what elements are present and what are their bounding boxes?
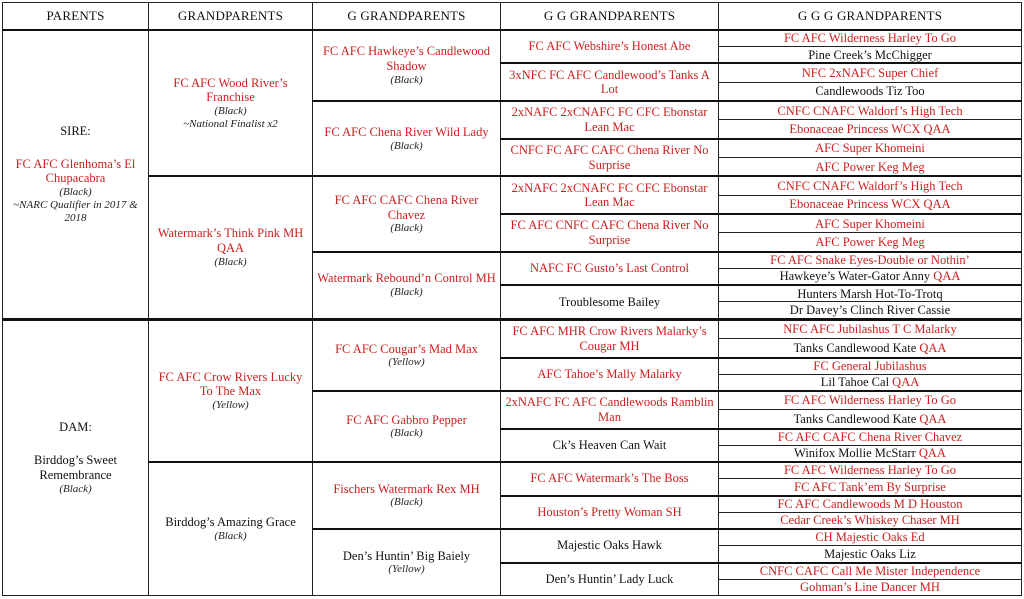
ggg-grandparent-cell: CNFC CAFC Call Me Mister Independence: [719, 563, 1022, 580]
gg-grandparent-cell: Houston’s Pretty Woman SH: [501, 496, 719, 529]
grandparent-cell: [149, 176, 313, 319]
header-ggg-grandparents: G G G GRANDPARENTS: [719, 3, 1022, 31]
header-gg-grandparents: G G GRANDPARENTS: [501, 3, 719, 31]
sire-note: ~NARC Qualifier in 2017 & 2018: [13, 199, 138, 224]
sire-color: (Black): [59, 186, 92, 199]
great-grandparent-cell: [313, 101, 501, 176]
great-grandparent-cell: [313, 176, 501, 251]
gg-grandparent-cell: Den’s Huntin’ Lady Luck: [501, 563, 719, 596]
great-grandparent-color: (Black): [390, 73, 423, 86]
ggg-name: Winifox Mollie McStarr: [794, 446, 916, 461]
ggg-name: Hawkeye’s Water-Gator Anny: [779, 269, 931, 284]
pedigree-table: [2, 2, 1022, 596]
ggg-grandparent-cell: FC AFC Candlewoods M D Houston: [719, 496, 1022, 513]
ggg-grandparent-cell: Hunters Marsh Hot-To-Trotq: [719, 285, 1022, 302]
ggg-grandparent-cell: NFC AFC Jubilashus T C Malarky: [719, 319, 1022, 338]
grandparent-color: (Black): [214, 529, 247, 542]
ggg-grandparent-cell: FC AFC Wilderness Harley To Go: [719, 462, 1022, 479]
grandparent-cell: [149, 462, 313, 595]
great-grandparent-name: FC AFC Chena River Wild Lady: [324, 124, 489, 139]
grandparent-color: (Black): [214, 105, 247, 117]
ggg-grandparent-cell: Majestic Oaks Liz: [719, 546, 1022, 563]
gg-grandparent-cell: FC AFC CNFC CAFC Chena River No Surprise: [501, 214, 719, 252]
grandparent-name: FC AFC Wood River’s Franchise: [173, 75, 288, 105]
ggg-grandparent-cell: [719, 374, 1022, 391]
gg-grandparent-cell: CNFC FC AFC CAFC Chena River No Surprise: [501, 139, 719, 177]
great-grandparent-color: (Black): [390, 286, 423, 299]
great-grandparent-name: FC AFC Gabbro Pepper: [346, 412, 467, 427]
ggg-grandparent-cell: FC AFC CAFC Chena River Chavez: [719, 429, 1022, 446]
qaa-suffix: QAA: [918, 446, 946, 461]
gg-grandparent-cell: 2xNAFC FC AFC Candlewoods Ramblin Man: [501, 391, 719, 429]
ggg-grandparent-cell: FC AFC Wilderness Harley To Go: [719, 30, 1022, 47]
gg-grandparent-cell: 3xNFC FC AFC Candlewood’s Tanks A Lot: [501, 63, 719, 101]
header-grandparents: GRANDPARENTS: [149, 3, 313, 31]
great-grandparent-color: (Black): [390, 222, 423, 235]
ggg-grandparent-cell: FC AFC Snake Eyes-Double or Nothin’: [719, 252, 1022, 269]
great-grandparent-color: (Black): [390, 139, 423, 152]
ggg-name: Tanks Candlewood Kate: [793, 340, 917, 355]
ggg-grandparent-cell: CNFC CNAFC Waldorf’s High Tech: [719, 176, 1022, 195]
grandparent-name: Watermark’s Think Pink MH QAA: [157, 226, 304, 256]
ggg-grandparent-cell: AFC Power Keg Meg: [719, 233, 1022, 252]
ggg-grandparent-cell: Dr Davey’s Clinch River Cassie: [719, 302, 1022, 319]
ggg-name: Lil Tahoe Cal: [820, 375, 890, 390]
ggg-grandparent-cell: Pine Creek’s McChigger: [719, 47, 1022, 64]
gg-grandparent-cell: Troublesome Bailey: [501, 285, 719, 319]
dam-cell: [3, 319, 149, 595]
gg-grandparent-cell: AFC Tahoe’s Mally Malarky: [501, 358, 719, 391]
great-grandparent-name: Den’s Huntin’ Big Baiely: [342, 548, 471, 563]
grandparent-color: (Yellow): [212, 399, 249, 412]
gg-grandparent-cell: FC AFC MHR Crow Rivers Malarky’s Cougar MH: [501, 319, 719, 357]
great-grandparent-color: (Black): [390, 496, 423, 509]
grandparent-cell: [149, 319, 313, 462]
ggg-grandparent-cell: [719, 339, 1022, 358]
qaa-suffix: QAA: [892, 375, 920, 390]
grandparent-color: (Black): [214, 255, 247, 268]
grandparent-cell: [149, 30, 313, 176]
ggg-grandparent-cell: AFC Power Keg Meg: [719, 158, 1022, 177]
great-grandparent-cell: [313, 391, 501, 462]
gg-grandparent-cell: 2xNAFC 2xCNAFC FC CFC Ebonstar Lean Mac: [501, 101, 719, 139]
qaa-suffix: QAA: [933, 269, 961, 284]
sire-cell: [3, 30, 149, 319]
gg-grandparent-cell: 2xNAFC 2xCNAFC FC CFC Ebonstar Lean Mac: [501, 176, 719, 214]
ggg-name: Tanks Candlewood Kate: [793, 411, 917, 426]
great-grandparent-name: Fischers Watermark Rex MH: [333, 481, 480, 496]
ggg-grandparent-cell: FC AFC Tank’em By Surprise: [719, 479, 1022, 496]
dam-label: DAM:: [59, 420, 92, 435]
great-grandparent-color: (Yellow): [388, 356, 425, 369]
grandparent-note: ~National Finalist x2: [183, 117, 278, 130]
ggg-grandparent-cell: NFC 2xNAFC Super Chief: [719, 63, 1022, 82]
ggg-grandparent-cell: AFC Super Khomeini: [719, 139, 1022, 158]
ggg-grandparent-cell: Ebonaceae Princess WCX QAA: [719, 120, 1022, 139]
gg-grandparent-cell: FC AFC Watermark’s The Boss: [501, 462, 719, 495]
ggg-grandparent-cell: FC General Jubilashus: [719, 358, 1022, 375]
ggg-grandparent-cell: [719, 445, 1022, 462]
ggg-grandparent-cell: AFC Super Khomeini: [719, 214, 1022, 233]
sire-label: SIRE:: [60, 123, 91, 138]
ggg-grandparent-cell: Candlewoods Tiz Too: [719, 82, 1022, 101]
grandparent-name: FC AFC Crow Rivers Lucky To The Max: [158, 369, 303, 399]
ggg-grandparent-cell: [719, 410, 1022, 429]
gg-grandparent-cell: Majestic Oaks Hawk: [501, 529, 719, 562]
great-grandparent-name: FC AFC Hawkeye’s Candlewood Shadow: [322, 44, 490, 74]
qaa-suffix: QAA: [919, 411, 947, 426]
grandparent-name: Birddog’s Amazing Grace: [165, 515, 296, 530]
header-great-grandparents: G GRANDPARENTS: [313, 3, 501, 31]
ggg-grandparent-cell: Gohman’s Line Dancer MH: [719, 579, 1022, 595]
gg-grandparent-cell: NAFC FC Gusto’s Last Control: [501, 252, 719, 285]
qaa-suffix: QAA: [919, 340, 947, 355]
great-grandparent-name: Watermark Rebound’n Control MH: [317, 271, 496, 286]
ggg-grandparent-cell: CNFC CNAFC Waldorf’s High Tech: [719, 101, 1022, 120]
great-grandparent-color: (Black): [390, 427, 423, 440]
dam-color: (Black): [59, 482, 92, 495]
ggg-grandparent-cell: FC AFC Wilderness Harley To Go: [719, 391, 1022, 410]
sire-name: FC AFC Glenhoma’s El Chupacabra: [15, 156, 136, 186]
great-grandparent-cell: [313, 319, 501, 391]
ggg-grandparent-cell: Cedar Creek’s Whiskey Chaser MH: [719, 512, 1022, 529]
great-grandparent-cell: [313, 462, 501, 529]
great-grandparent-cell: [313, 529, 501, 595]
great-grandparent-color: (Yellow): [388, 563, 425, 576]
great-grandparent-cell: [313, 30, 501, 101]
great-grandparent-name: FC AFC Cougar’s Mad Max: [335, 341, 478, 356]
header-row: [3, 3, 1022, 31]
great-grandparent-name: FC AFC CAFC Chena River Chavez: [334, 192, 479, 222]
gg-grandparent-cell: Ck’s Heaven Can Wait: [501, 429, 719, 462]
great-grandparent-cell: [313, 252, 501, 320]
ggg-grandparent-cell: [719, 268, 1022, 285]
header-parents: PARENTS: [3, 3, 149, 31]
ggg-grandparent-cell: Ebonaceae Princess WCX QAA: [719, 195, 1022, 214]
gg-grandparent-cell: FC AFC Webshire’s Honest Abe: [501, 30, 719, 63]
dam-name: Birddog’s Sweet Remembrance: [34, 453, 117, 482]
ggg-grandparent-cell: CH Majestic Oaks Ed: [719, 529, 1022, 546]
